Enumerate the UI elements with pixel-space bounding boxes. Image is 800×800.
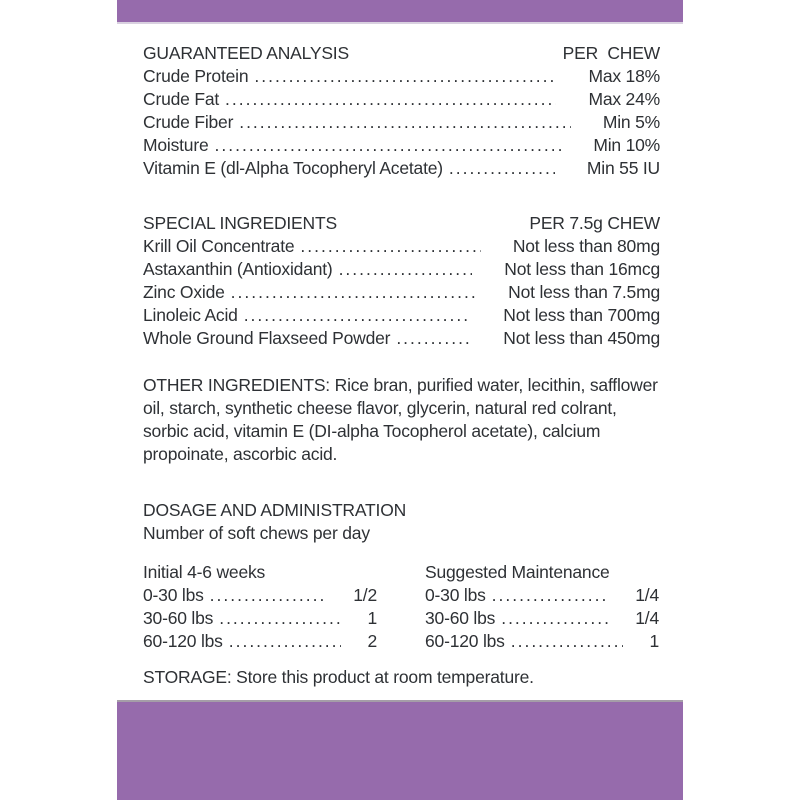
other-ingredients-paragraph: OTHER INGREDIENTS: Rice bran, purified water, lecithin, safflower oil, starch, synthetic cheese flavor, glycerin, natural red colrant, sorbic acid, vitamin E (DI-alpha Tocopherol acetate), calcium propoinate, ascorbic acid. — [143, 375, 658, 464]
special-ingredients-section — [143, 212, 660, 350]
dosage-column-initial — [143, 561, 377, 653]
table-row — [143, 258, 660, 281]
dot-leader — [339, 258, 473, 281]
table-row — [143, 281, 660, 304]
guaranteed-analysis-unit: PER CHEW — [562, 43, 660, 63]
row-label: Astaxanthin (Antioxidant) — [143, 259, 333, 279]
row-value: Min 55 IU — [586, 158, 660, 178]
row-value: Not less than 450mg — [503, 328, 660, 348]
storage-note: STORAGE: Store this product at room temperature. — [143, 667, 534, 687]
row-value: Not less than 80mg — [512, 236, 660, 256]
dot-leader — [396, 327, 471, 350]
row-label: Vitamin E (dl-Alpha Tocopheryl Acetate) — [143, 158, 443, 178]
row-label: Crude Fat — [143, 89, 220, 109]
row-value: Not less than 700mg — [503, 305, 660, 325]
row-value: Not less than 7.5mg — [508, 282, 660, 302]
row-label: Whole Ground Flaxseed Powder — [143, 328, 391, 348]
special-ingredients-title: SPECIAL INGREDIENTS — [143, 213, 337, 233]
dot-leader — [239, 111, 571, 134]
table-row — [143, 111, 660, 134]
table-row — [143, 88, 660, 111]
table-row — [143, 304, 660, 327]
table-row — [143, 584, 377, 607]
row-label: Crude Fiber — [143, 112, 234, 132]
row-value: 1/4 — [635, 585, 659, 605]
row-label: 60-120 lbs — [425, 631, 505, 651]
dot-leader — [501, 607, 609, 630]
special-ingredients-header — [143, 212, 660, 235]
dosage-column-header: Suggested Maintenance — [425, 562, 610, 582]
table-row — [143, 134, 660, 157]
guaranteed-analysis-section — [143, 42, 660, 180]
row-label: Moisture — [143, 135, 209, 155]
dot-leader — [225, 88, 556, 111]
row-value: 1 — [649, 631, 659, 651]
table-row — [143, 630, 377, 653]
guaranteed-analysis-title: GUARANTEED ANALYSIS — [143, 43, 349, 63]
table-row — [425, 584, 659, 607]
dosage-title: DOSAGE AND ADMINISTRATION — [143, 500, 407, 520]
row-label: Crude Protein — [143, 66, 249, 86]
row-label: 30-60 lbs — [425, 608, 496, 628]
special-ingredients-unit: PER 7.5g CHEW — [529, 213, 660, 233]
dot-leader — [492, 584, 610, 607]
dot-leader — [244, 304, 472, 327]
top-accent-bar — [117, 0, 683, 24]
dosage-section — [143, 499, 660, 689]
dot-leader — [219, 607, 341, 630]
table-row — [425, 607, 659, 630]
bottom-accent-bar — [117, 700, 683, 800]
row-value: 1 — [367, 608, 377, 628]
guaranteed-analysis-header — [143, 42, 660, 65]
dot-leader — [215, 134, 562, 157]
dot-leader — [254, 65, 556, 88]
row-value: Min 5% — [602, 112, 660, 132]
dot-leader — [231, 281, 477, 304]
row-label: Zinc Oxide — [143, 282, 225, 302]
dosage-subtitle: Number of soft chews per day — [143, 523, 370, 543]
row-label: 0-30 lbs — [425, 585, 486, 605]
row-value: Not less than 16mcg — [504, 259, 660, 279]
row-label: 0-30 lbs — [143, 585, 204, 605]
table-row — [143, 235, 660, 258]
dot-leader — [210, 584, 328, 607]
dosage-columns — [143, 561, 660, 653]
dot-leader — [449, 157, 555, 180]
row-value: Min 10% — [593, 135, 660, 155]
row-value: 1/2 — [353, 585, 377, 605]
row-label: 30-60 lbs — [143, 608, 214, 628]
dot-leader — [229, 630, 342, 653]
dot-leader — [511, 630, 624, 653]
row-value: 2 — [367, 631, 377, 651]
dosage-column-maintenance — [425, 561, 659, 653]
table-row — [143, 607, 377, 630]
row-value: 1/4 — [635, 608, 659, 628]
dosage-column-header: Initial 4-6 weeks — [143, 562, 266, 582]
dot-leader — [300, 235, 480, 258]
row-label: Linoleic Acid — [143, 305, 238, 325]
table-row — [425, 630, 659, 653]
table-row — [143, 327, 660, 350]
label-content — [143, 42, 660, 689]
row-value: Max 18% — [588, 66, 660, 86]
table-row — [143, 157, 660, 180]
row-value: Max 24% — [588, 89, 660, 109]
row-label: Krill Oil Concentrate — [143, 236, 295, 256]
table-row — [143, 65, 660, 88]
row-label: 60-120 lbs — [143, 631, 223, 651]
